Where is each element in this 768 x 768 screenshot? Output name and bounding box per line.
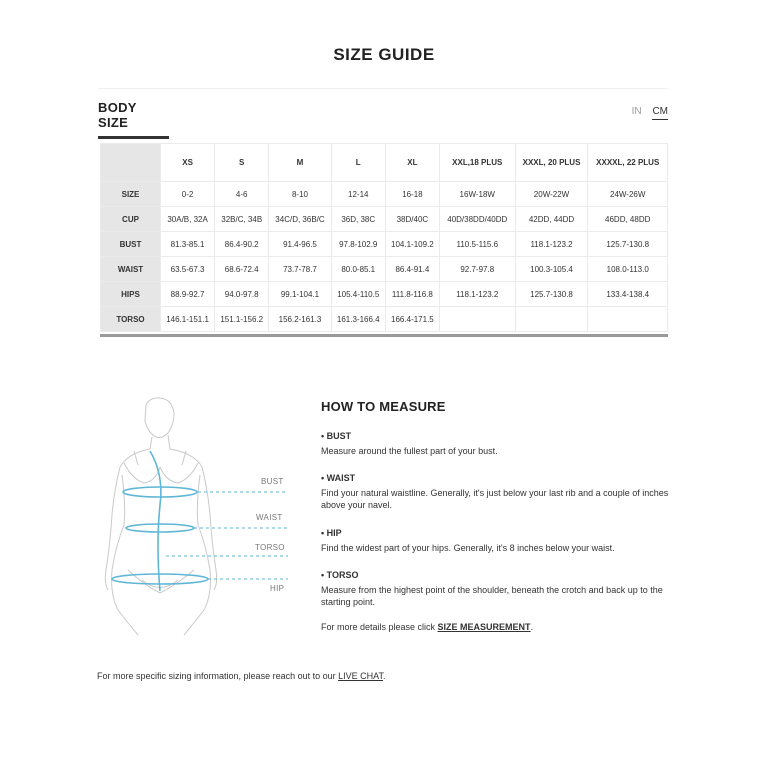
table-cell: 110.5-115.6 xyxy=(439,232,515,257)
hip-label: HIP xyxy=(270,584,285,593)
column-header: XXXL, 20 PLUS xyxy=(515,144,588,182)
measure-item-bust xyxy=(321,430,681,457)
table-corner xyxy=(101,144,161,182)
column-header: XS xyxy=(161,144,215,182)
measure-item-torso xyxy=(321,569,681,608)
measure-item-waist xyxy=(321,472,681,511)
page-title: SIZE GUIDE xyxy=(333,45,435,64)
row-label: TORSO xyxy=(101,307,161,332)
table-cell: 46DD, 48DD xyxy=(588,207,668,232)
table-cell: 8-10 xyxy=(269,182,331,207)
table-cell: 151.1-156.2 xyxy=(215,307,269,332)
size-measurement-suffix: . xyxy=(530,622,534,632)
measure-item-text: Measure around the fullest part of your bust. xyxy=(321,446,498,456)
bust-label: BUST xyxy=(261,477,284,486)
table-cell: 105.4-110.5 xyxy=(331,282,385,307)
table-cell: 12-14 xyxy=(331,182,385,207)
table-cell: 146.1-151.1 xyxy=(161,307,215,332)
body-figure xyxy=(98,395,298,640)
size-measurement-prefix: For more details please click xyxy=(321,622,438,632)
torso-label: TORSO xyxy=(255,543,285,552)
table-cell: 97.8-102.9 xyxy=(331,232,385,257)
measure-item-text: Measure from the highest point of the shoulder, beneath the crotch and back up to the starting point. xyxy=(321,585,663,607)
measure-item-head: • TORSO xyxy=(321,570,359,580)
how-to-measure-title: HOW TO MEASURE xyxy=(321,399,446,414)
table-cell: 68.6-72.4 xyxy=(215,257,269,282)
column-header: XL xyxy=(385,144,439,182)
table-cell: 111.8-116.8 xyxy=(385,282,439,307)
table-cell: 91.4-96.5 xyxy=(269,232,331,257)
row-label: CUP xyxy=(101,207,161,232)
table-cell: 156.2-161.3 xyxy=(269,307,331,332)
measure-item-hip xyxy=(321,527,681,554)
table-cell: 133.4-138.4 xyxy=(588,282,668,307)
table-cell: 30A/B, 32A xyxy=(161,207,215,232)
unit-cm-button[interactable]: CM xyxy=(652,106,668,120)
column-header: M xyxy=(269,144,331,182)
table-row xyxy=(101,207,668,232)
table-cell: 99.1-104.1 xyxy=(269,282,331,307)
table-cell: 38D/40C xyxy=(385,207,439,232)
table-cell: 86.4-90.2 xyxy=(215,232,269,257)
table-cell: 80.0-85.1 xyxy=(331,257,385,282)
live-chat-link[interactable]: LIVE CHAT xyxy=(338,671,383,681)
table-cell: 118.1-123.2 xyxy=(439,282,515,307)
table-cell: 125.7-130.8 xyxy=(515,282,588,307)
table-cell: 20W-22W xyxy=(515,182,588,207)
column-header: S xyxy=(215,144,269,182)
table-cell: 100.3-105.4 xyxy=(515,257,588,282)
measure-item-head: • WAIST xyxy=(321,473,356,483)
measure-item-head: • HIP xyxy=(321,528,342,538)
measure-item-head: • BUST xyxy=(321,431,352,441)
table-row xyxy=(101,307,668,332)
table-cell: 24W-26W xyxy=(588,182,668,207)
measure-item-text: Find the widest part of your hips. Generally, it's 8 inches below your waist. xyxy=(321,543,615,553)
table-cell: 73.7-78.7 xyxy=(269,257,331,282)
table-cell: 16-18 xyxy=(385,182,439,207)
table-row xyxy=(101,232,668,257)
footer-prefix: For more specific sizing information, please reach out to our xyxy=(97,671,339,681)
body-size-heading: BODY SIZE xyxy=(98,100,169,139)
row-label: SIZE xyxy=(101,182,161,207)
table-cell: 104.1-109.2 xyxy=(385,232,439,257)
footer-suffix: . xyxy=(382,671,386,681)
table-cell: 0-2 xyxy=(161,182,215,207)
unit-in-button[interactable]: IN xyxy=(631,106,642,117)
table-cell: 36D, 38C xyxy=(331,207,385,232)
table-cell: 88.9-92.7 xyxy=(161,282,215,307)
table-cell: 92.7-97.8 xyxy=(439,257,515,282)
column-header: L xyxy=(331,144,385,182)
waist-label: WAIST xyxy=(256,513,283,522)
size-measurement-link[interactable]: SIZE MEASUREMENT xyxy=(437,622,531,632)
table-cell: 16W-18W xyxy=(439,182,515,207)
table-cell: 40D/38DD/40DD xyxy=(439,207,515,232)
table-cell: 63.5-67.3 xyxy=(161,257,215,282)
measure-item-text: Find your natural waistline. Generally, it's just below your last rib and a couple of inches above your navel. xyxy=(321,488,669,510)
table-cell: 108.0-113.0 xyxy=(588,257,668,282)
table-cell: 32B/C, 34B xyxy=(215,207,269,232)
column-header: XXL,18 PLUS xyxy=(439,144,515,182)
table-row xyxy=(101,182,668,207)
row-label: HIPS xyxy=(101,282,161,307)
table-row xyxy=(101,282,668,307)
title-divider xyxy=(98,88,668,89)
size-measurement-note xyxy=(321,622,533,632)
table-cell: 42DD, 44DD xyxy=(515,207,588,232)
table-bottom-bar xyxy=(100,334,668,337)
table-cell: 4-6 xyxy=(215,182,269,207)
table-cell xyxy=(515,307,588,332)
table-cell: 34C/D, 36B/C xyxy=(269,207,331,232)
table-cell: 81.3-85.1 xyxy=(161,232,215,257)
table-cell: 86.4-91.4 xyxy=(385,257,439,282)
unit-toggle xyxy=(624,106,668,117)
table-row xyxy=(101,257,668,282)
row-label: BUST xyxy=(101,232,161,257)
table-cell: 125.7-130.8 xyxy=(588,232,668,257)
table-cell xyxy=(439,307,515,332)
row-label: WAIST xyxy=(101,257,161,282)
footer-note xyxy=(97,671,386,681)
size-table xyxy=(100,143,668,332)
table-header-row xyxy=(101,144,668,182)
table-cell: 94.0-97.8 xyxy=(215,282,269,307)
table-cell: 161.3-166.4 xyxy=(331,307,385,332)
column-header: XXXXL, 22 PLUS xyxy=(588,144,668,182)
table-cell: 166.4-171.5 xyxy=(385,307,439,332)
table-cell: 118.1-123.2 xyxy=(515,232,588,257)
table-cell xyxy=(588,307,668,332)
